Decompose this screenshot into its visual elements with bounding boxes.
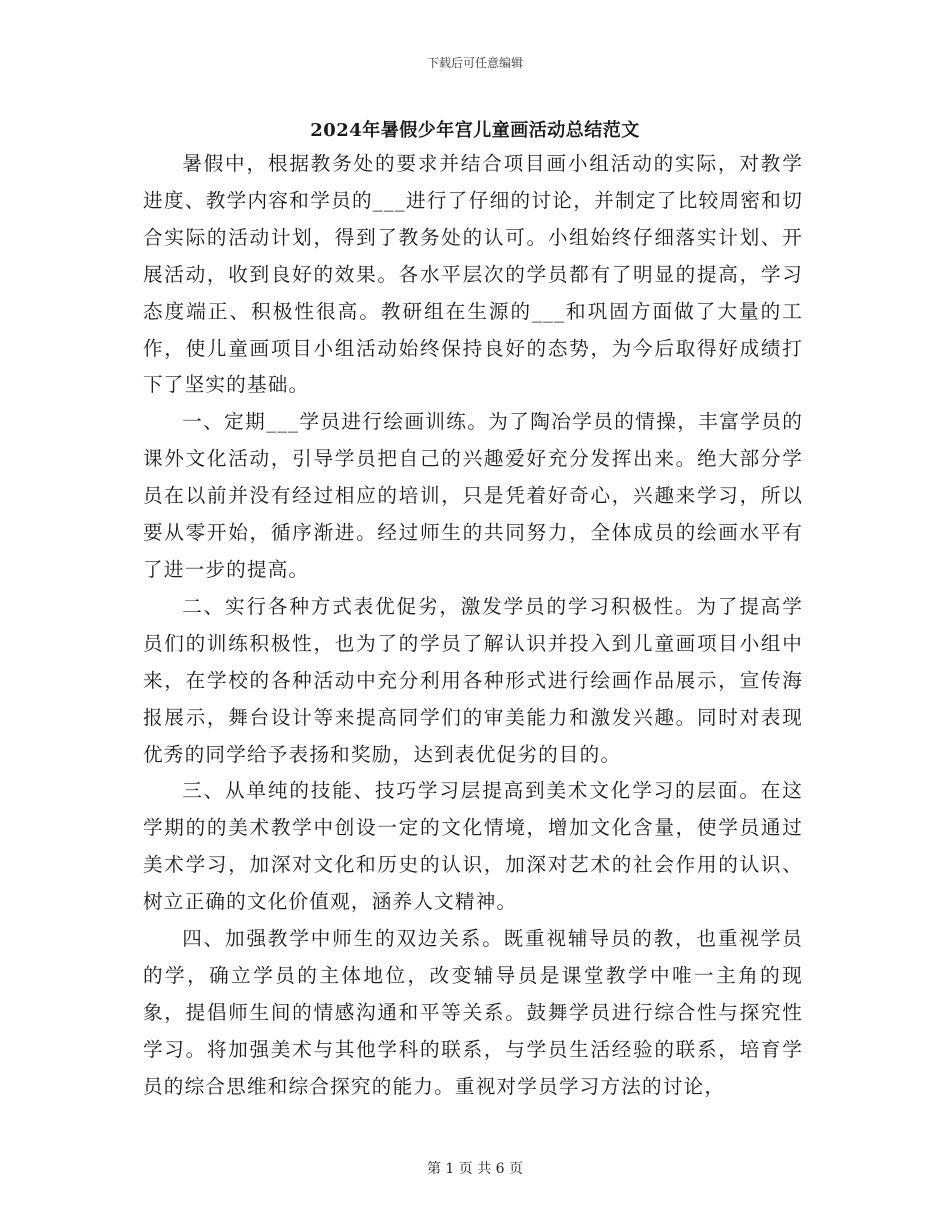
page-number: 第 1 页 共 6 页 — [426, 1161, 524, 1177]
paragraph-section-3: 三、从单纯的技能、技巧学习层提高到美术文化学习的层面。在这学期的的美术教学中创设一定的文化情境，增加文化含量，使学员通过美术学习，加深对文化和历史的认识，加深对艺术的社会作用的认识、树立正确的文化价值观，涵养人文精神。 — [143, 779, 803, 914]
document-title: 2024年暑假少年宫儿童画活动总结范文 — [310, 120, 640, 141]
page-header-note: 下载后可任意编辑 — [426, 56, 523, 70]
paragraph-section-4: 四、加强教学中师生的双边关系。既重视辅导员的教，也重视学员的学，确立学员的主体地位，改变辅导员是课堂教学中唯一主角的现象，提倡师生间的情感沟通和平等关系。鼓舞学员进行综合性与探究性学习。将加强美术与其他学科的联系，与学员生活经验的联系，培育学员的综合思维和综合探究的能力。重视对学员学习方法的讨论， — [143, 927, 803, 1098]
paragraph-section-2: 二、实行各种方式表优促劣，激发学员的学习积极性。为了提高学员们的训练积极性，也为了的学员了解认识并投入到儿童画项目小组中来，在学校的各种活动中充分利用各种形式进行绘画作品展示，宣传海报展示，舞台设计等来提高同学们的审美能力和激发兴趣。同时对表现优秀的同学给予表扬和奖励，达到表优促劣的目的。 — [143, 594, 803, 766]
paragraph-section-1: 一、定期___学员进行绘画训练。为了陶冶学员的情操，丰富学员的课外文化活动，引导学员把自己的兴趣爱好充分发挥出来。绝大部分学员在以前并没有经过相应的培训，只是凭着好奇心，兴趣来学习，所以要从零开始，循序渐进。经过师生的共同努力，全体成员的绘画水平有了进一步的提高。 — [143, 410, 803, 581]
paragraph-intro: 暑假中，根据教务处的要求并结合项目画小组活动的实际，对教学进度、教学内容和学员的___进行了仔细的讨论，并制定了比较周密和切合实际的活动计划，得到了教务处的认可。小组始终仔细落实计划、开展活动，收到良好的效果。各水平层次的学员都有了明显的提高，学习态度端正、积极性很高。教研组在生源的___和巩固方面做了大量的工作，使儿童画项目小组活动始终保持良好的态势，为今后取得好成绩打下了坚实的基础。 — [143, 152, 803, 397]
document-body — [143, 146, 803, 1106]
